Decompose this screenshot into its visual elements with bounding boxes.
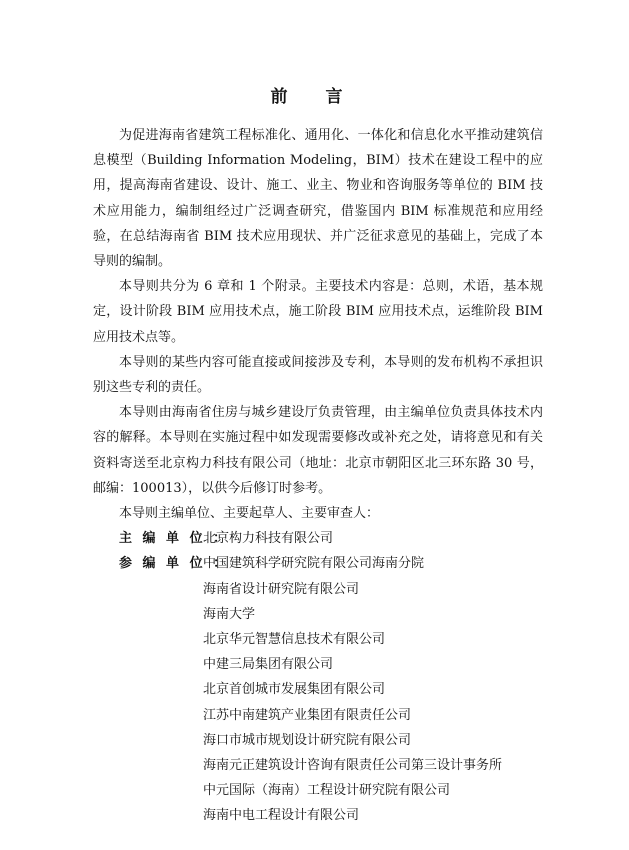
paragraph-structure: 本导则共分为 6 章和 1 个附录。主要技术内容是：总则，术语，基本规定，设计阶段 BIM 应用技术点，施工阶段 BIM 应用技术点，运维阶段 BIM 应用技术点等。 xyxy=(93,279,543,345)
participant-unit: 北京华元智慧信息技术有限公司 xyxy=(203,632,386,648)
participant-unit: 中元国际（海南）工程设计研究院有限公司 xyxy=(203,783,451,799)
document-body xyxy=(93,123,543,829)
chief-editor-unit: 北京构力科技有限公司 xyxy=(203,531,334,547)
page-title: 前 言 xyxy=(270,87,359,107)
participant-unit: 北京首创城市发展集团有限公司 xyxy=(203,682,386,698)
paragraph-patent: 本导则的某些内容可能直接或间接涉及专利，本导则的发布机构不承担识别这些专利的责任。 xyxy=(93,354,543,396)
chief-editor-list xyxy=(203,526,543,551)
paragraph-management: 本导则由海南省住房与城乡建设厅负责管理，由主编单位负责具体技术内容的解释。本导则在实施过程中如发现需要修改或补充之处，请将意见和有关资料寄送至北京构力科技有限公司（地址：北京市朝阳区北三环东路 30 号，邮编：100013），以供今后修订时参考。 xyxy=(93,405,543,496)
participant-unit: 海南中电工程设计有限公司 xyxy=(203,808,360,824)
paragraph-purpose: 为促进海南省建筑工程标准化、通用化、一体化和信息化水平推动建筑信息模型（Building Information Modeling，BIM）技术在建设工程中的应用，提高海南省建设、设计、施工、业主、物业和咨询服务等单位的 BIM 技术应用能力，编制组经过广泛调查研究，借鉴国内 BIM 标准规范和应用经验，在总结海南省 BIM 技术应用现状、并广泛征求意见的基础上，完成了本导则的编制。 xyxy=(93,128,543,270)
chief-editor-row xyxy=(93,526,543,551)
participant-unit: 海南省设计研究院有限公司 xyxy=(203,581,360,597)
participant-unit: 海口市城市规划设计研究院有限公司 xyxy=(203,732,412,748)
chief-editor-label: 主 编 单 位 ： xyxy=(119,531,230,547)
participant-unit: 中国建筑科学研究院有限公司海南分院 xyxy=(203,556,425,572)
participant-unit: 海南元正建筑设计咨询有限责任公司第三设计事务所 xyxy=(203,758,503,774)
participant-unit: 江苏中南建筑产业集团有限责任公司 xyxy=(203,707,412,723)
paragraph-contributors-intro: 本导则主编单位、主要起草人、主要审查人： xyxy=(119,506,380,522)
participants-list xyxy=(203,551,543,828)
participants-label: 参 编 单 位 ： xyxy=(119,556,230,572)
participants-row xyxy=(93,551,543,828)
participant-unit: 海南大学 xyxy=(203,606,256,622)
participant-unit: 中建三局集团有限公司 xyxy=(203,657,334,673)
